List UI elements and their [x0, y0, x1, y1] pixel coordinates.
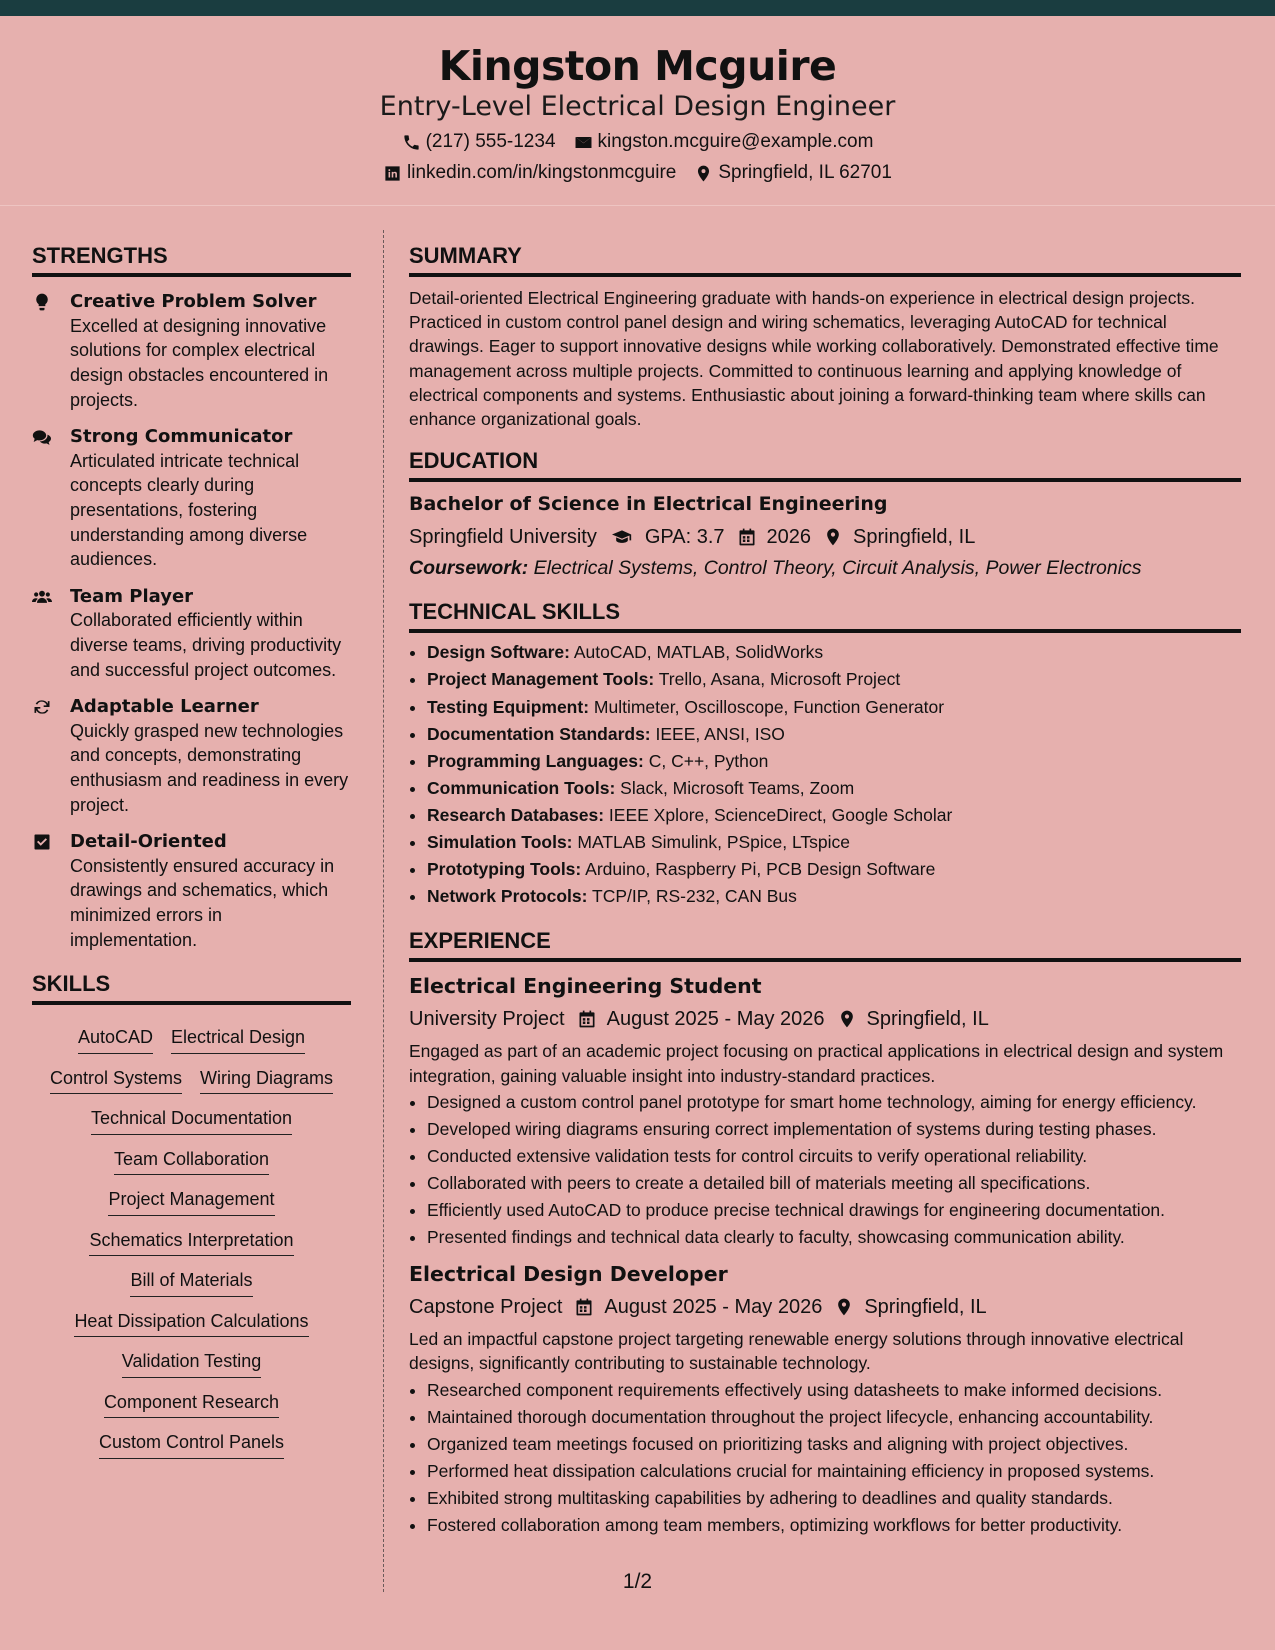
skills-heading: SKILLS: [32, 972, 351, 1005]
list-item: [427, 856, 1241, 883]
list-item: • Organized team meetings focused on prioritizing tasks and aligning with project objectives.: [427, 1432, 1241, 1456]
tech-skill-label: Project Management Tools:: [427, 669, 655, 690]
job-location: Springfield, IL: [866, 1008, 989, 1031]
job-bullets: [409, 1090, 1241, 1250]
calendar-icon: [574, 1297, 594, 1317]
skill-tag: Electrical Design: [171, 1026, 305, 1054]
list-item: • Fostered collaboration among team members, optimizing workflows for better productivity.: [427, 1513, 1241, 1537]
sync-icon: [32, 697, 52, 717]
linkedin-icon: [383, 164, 402, 183]
coursework: [409, 555, 1241, 582]
phone-text: (217) 555-1234: [425, 131, 556, 153]
school-name: Springfield University: [409, 525, 597, 548]
education-meta: [409, 524, 1241, 550]
contact-line-1: [0, 131, 1275, 154]
degree-title: Bachelor of Science in Electrical Engineering: [409, 493, 888, 516]
tech-skill-value: C, C++, Python: [648, 750, 769, 771]
strength-title: Adaptable Learner: [70, 696, 259, 718]
list-item: • Performed heat dissipation calculations crucial for maintaining efficiency in proposed systems.: [427, 1459, 1241, 1483]
strength-item: [32, 830, 351, 952]
strength-description: Collaborated efficiently within diverse teams, driving productivity and successful project outcomes.: [70, 610, 342, 680]
tech-skill-value: Trello, Asana, Microsoft Project: [658, 669, 901, 690]
skill-tag: Schematics Interpretation: [89, 1229, 293, 1257]
strength-title: Strong Communicator: [70, 426, 293, 448]
list-item: • Efficiently used AutoCAD to produce precise technical drawings for engineering documentation.: [427, 1198, 1241, 1222]
list-item: [427, 829, 1241, 856]
coursework-list: Electrical Systems, Control Theory, Circuit Analysis, Power Electronics: [533, 556, 1142, 579]
job-location: Springfield, IL: [864, 1296, 987, 1319]
tech-skill-label: Prototyping Tools:: [427, 859, 582, 880]
job-dates-item: [574, 1294, 822, 1320]
strength-item: [32, 425, 351, 572]
job-title: Electrical Engineering Student: [409, 973, 762, 998]
tech-skill-label: Research Databases:: [427, 805, 605, 826]
list-item: [427, 748, 1241, 775]
graduation-cap-icon: [609, 527, 635, 547]
job-description: Engaged as part of an academic project focusing on practical applications in electrical design and system integration, gaining valuable insight into industry-standard practices.: [409, 1041, 1224, 1086]
list-item: [427, 883, 1241, 910]
tech-skill-value: IEEE Xplore, ScienceDirect, Google Scholar: [608, 805, 953, 826]
summary-text: Detail-oriented Electrical Engineering graduate with hands-on experience in electrical design projects. Practiced in custom control panel design and wiring schematics, leveraging AutoCAD for technical drawings. Eager to support innovative designs while working collaboratively. Demonstrated effective time management across multiple projects. Committed to continuous learning and applying knowledge of electrical components and systems. Enthusiastic about joining a forward-thinking team where skills can enhance organizational goals.: [409, 288, 1219, 429]
list-item: • Designed a custom control panel prototype for smart home technology, aiming for energy efficiency.: [427, 1090, 1241, 1114]
tech-skill-value: Multimeter, Oscilloscope, Function Generator: [593, 696, 945, 717]
tech-skill-label: Testing Equipment:: [427, 696, 590, 717]
list-item: • Maintained thorough documentation throughout the project lifecycle, enhancing accountability.: [427, 1405, 1241, 1429]
summary-heading: SUMMARY: [409, 244, 1241, 277]
email-text: kingston.mcguire@example.com: [597, 131, 874, 153]
tech-skill-value: Arduino, Raspberry Pi, PCB Design Software: [585, 859, 936, 880]
map-pin-icon: [834, 1297, 854, 1317]
tech-skill-label: Programming Languages:: [427, 750, 644, 771]
right-column: [409, 244, 1241, 1540]
map-pin-icon: [837, 1009, 857, 1029]
left-column: [32, 244, 351, 1459]
year-text: 2026: [766, 525, 812, 548]
tech-skill-value: TCP/IP, RS-232, CAN Bus: [592, 886, 797, 907]
phone-contact: [402, 131, 556, 154]
contact-line-2: [0, 162, 1275, 185]
skill-tag: Wiring Diagrams: [200, 1067, 333, 1095]
users-icon: [32, 587, 52, 607]
strength-item: [32, 290, 351, 412]
strength-description: Excelled at designing innovative solutions for complex electrical design obstacles encountered in projects.: [70, 315, 329, 410]
skill-tag: Bill of Materials: [130, 1269, 252, 1297]
tech-skill-label: Documentation Standards:: [427, 723, 651, 744]
phone-icon: [402, 133, 421, 152]
skill-tag: AutoCAD: [78, 1026, 153, 1054]
list-item: • Conducted extensive validation tests for control circuits to verify operational reliability.: [427, 1144, 1241, 1168]
tech-skill-label: Design Software:: [427, 642, 570, 663]
list-item: • Collaborated with peers to create a detailed bill of materials meeting all specifications.: [427, 1171, 1241, 1195]
job-org: University Project: [409, 1008, 565, 1031]
linkedin-contact[interactable]: [383, 162, 676, 185]
job-org: Capstone Project: [409, 1296, 563, 1319]
skills-cloud: [32, 1005, 351, 1459]
skill-tag: Validation Testing: [122, 1350, 261, 1378]
check-square-icon: [32, 832, 52, 852]
top-accent-bar: [0, 0, 1275, 16]
candidate-name: Kingston Mcguire: [438, 42, 837, 90]
list-item: • Developed wiring diagrams ensuring correct implementation of systems during testing phases.: [427, 1117, 1241, 1141]
resume-header: [0, 16, 1275, 206]
list-item: [427, 721, 1241, 748]
list-item: • Researched component requirements effectively using datasheets to make informed decisions.: [427, 1378, 1241, 1402]
skill-tag: Technical Documentation: [91, 1107, 292, 1135]
job-bullets: [409, 1378, 1241, 1538]
job-location-item: [834, 1294, 986, 1320]
tech-skill-label: Communication Tools:: [427, 777, 616, 798]
coursework-label: Coursework:: [409, 556, 529, 579]
linkedin-text: linkedin.com/in/kingstonmcguire: [407, 162, 677, 184]
strength-item: [32, 585, 351, 682]
job-entry: [409, 972, 1241, 1250]
technical-skills-list: [409, 639, 1241, 910]
calendar-icon: [737, 527, 757, 547]
lightbulb-icon: [32, 292, 52, 312]
candidate-title: Entry-Level Electrical Design Engineer: [379, 91, 896, 123]
envelope-icon: [574, 133, 593, 152]
column-divider: [383, 230, 384, 1592]
strength-title: Creative Problem Solver: [70, 291, 317, 313]
email-contact[interactable]: [574, 131, 874, 154]
skill-tag: Team Collaboration: [114, 1148, 269, 1176]
job-location-item: [837, 1006, 989, 1032]
skill-tag: Custom Control Panels: [99, 1431, 284, 1459]
technical-skills-heading: TECHNICAL SKILLS: [409, 600, 1241, 633]
page-number: 1/2: [622, 1570, 653, 1593]
list-item: [427, 694, 1241, 721]
list-item: [427, 775, 1241, 802]
tech-skill-label: Simulation Tools:: [427, 832, 573, 853]
strengths-heading: STRENGTHS: [32, 244, 351, 277]
experience-heading: EXPERIENCE: [409, 929, 1241, 962]
year-item: [737, 524, 812, 550]
location-contact: [694, 162, 892, 185]
job-entry: [409, 1260, 1241, 1538]
strength-title: Team Player: [70, 585, 194, 607]
comments-icon: [32, 427, 52, 447]
calendar-icon: [577, 1009, 597, 1029]
map-pin-icon: [694, 164, 713, 183]
list-item: [427, 639, 1241, 666]
job-dates: August 2025 - May 2026: [604, 1296, 823, 1319]
tech-skill-value: AutoCAD, MATLAB, SolidWorks: [573, 642, 824, 663]
strength-item: [32, 695, 351, 817]
tech-skill-label: Network Protocols:: [427, 886, 588, 907]
gpa-text: GPA: 3.7: [644, 525, 725, 548]
tech-skill-value: MATLAB Simulink, PSpice, LTspice: [577, 832, 851, 853]
gpa-item: [609, 524, 725, 550]
edu-location-item: [823, 524, 975, 550]
list-item: • Presented findings and technical data clearly to faculty, showcasing communication ability.: [427, 1225, 1241, 1249]
map-pin-icon: [823, 527, 843, 547]
job-description: Led an impactful capstone project targeting renewable energy solutions through innovative electrical designs, significantly contributing to sustainable technology.: [409, 1329, 1184, 1374]
skill-tag: Project Management: [108, 1188, 274, 1216]
job-meta: [409, 1006, 1241, 1032]
education-heading: EDUCATION: [409, 449, 1241, 482]
tech-skill-value: Slack, Microsoft Teams, Zoom: [620, 777, 855, 798]
strength-description: Quickly grasped new technologies and concepts, demonstrating enthusiasm and readiness in every project.: [70, 720, 349, 815]
job-meta: [409, 1294, 1241, 1320]
job-title: Electrical Design Developer: [409, 1261, 728, 1286]
list-item: [427, 802, 1241, 829]
skill-tag: Component Research: [104, 1391, 279, 1419]
strength-title: Detail-Oriented: [70, 831, 227, 853]
tech-skill-value: IEEE, ANSI, ISO: [655, 723, 785, 744]
skill-tag: Heat Dissipation Calculations: [74, 1310, 308, 1338]
skill-tag: Control Systems: [50, 1067, 182, 1095]
strength-description: Consistently ensured accuracy in drawings and schematics, which minimized errors in implementation.: [70, 855, 335, 950]
job-dates-item: [577, 1006, 825, 1032]
list-item: [427, 666, 1241, 693]
strength-description: Articulated intricate technical concepts clearly during presentations, fostering understanding among diverse audiences.: [70, 450, 308, 570]
location-text: Springfield, IL 62701: [718, 162, 892, 184]
edu-location-text: Springfield, IL: [853, 525, 976, 548]
job-dates: August 2025 - May 2026: [606, 1008, 825, 1031]
list-item: • Exhibited strong multitasking capabilities by adhering to deadlines and quality standards.: [427, 1486, 1241, 1510]
